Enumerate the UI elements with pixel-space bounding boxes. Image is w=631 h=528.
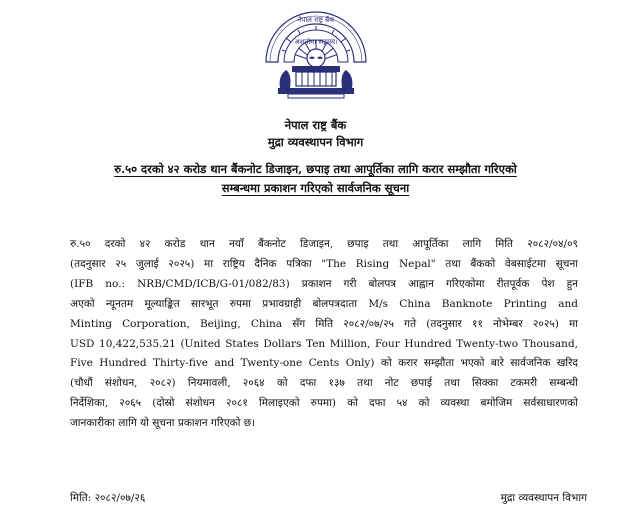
body-line: Minting Corporation, Beijing, China सँग मिति २०८२/०७/२५ गते (तदनुसार ११ नोभेम्बर २०२५) मा xyxy=(70,317,578,330)
notice-title-line-2: सम्बन्धमा प्रकाशन गरिएको सार्वजनिक सूचना xyxy=(221,181,410,195)
notice-title-line-1: रु.५० दरको ४२ करोड थान बैंकनोट डिजाइन, छपाइ तथा आपूर्तिका लागि करार सम्झौता गरिएको xyxy=(114,162,517,176)
body-line: Five Hundred Thirty-five and Twenty-one Cents Only) को करार सम्झौता भएको बारे सार्वजनिक खरिद xyxy=(70,357,578,370)
body-line: जानकारीका लागि यो सूचना प्रकाशन गरिएको छ। xyxy=(70,417,256,430)
body-line: (IFB no.: NRB/CMD/ICB/G-01/082/83) प्रकाशन गरी बोलपत्र आह्वान गरिएकोमा रीतपूर्वक पेश हुन xyxy=(70,277,578,290)
signatory: मुद्रा व्यवस्थापन विभाग xyxy=(500,492,587,504)
body-line: (तदनुसार २५ जुलाई २०२५) मा राष्ट्रिय दैनिक पत्रिका "The Rising Nepal" तथा बैंकको वेबसाईटमा सूचना xyxy=(70,257,578,270)
body-line: रु.५० दरको ४२ करोड थान नयाँ बैंकनोट डिजाइन, छपाइ तथा आपूर्तिका लागि मिति २०८२/०४/०९ xyxy=(70,238,578,250)
body-line: अएको न्यूनतम मूल्याङ्कित सारभूत रुपमा प्रभावग्राही बोलपत्रदाता M/s China Banknote Printing and xyxy=(70,297,578,310)
emblem-arc-text: नेपाल राष्ट्र बैंक xyxy=(297,16,335,24)
department-name: मुद्रा व्यवस्थापन विभाग xyxy=(267,135,364,149)
body-line: (चौधौं संशोधन, २०८२) नियमावली, २०६४ को दफा १३७ तथा नोट छपाई तथा सिक्का टकमरी सम्बन्धी xyxy=(70,377,578,390)
notice-title xyxy=(70,160,561,198)
body-line: USD 10,422,535.21 (United States Dollars Ten Million, Four Hundred Twenty-two Thousand, xyxy=(70,337,578,350)
organization-name: नेपाल राष्ट्र बैंक xyxy=(284,118,347,132)
notice-date: मिति: २०८२/०७/२६ xyxy=(70,492,146,504)
body-line: निर्देशिका, २०६५ (दोस्रो संशोधन २०८१ मिलाइएको रुपमा) को दफा ५४ को व्यवस्था बमोजिम सर्वसाधारणको xyxy=(70,397,578,410)
notice-body xyxy=(70,235,578,434)
emblem xyxy=(258,4,374,104)
emblem-motto: अशतोमा सद्गमय। xyxy=(294,38,338,46)
